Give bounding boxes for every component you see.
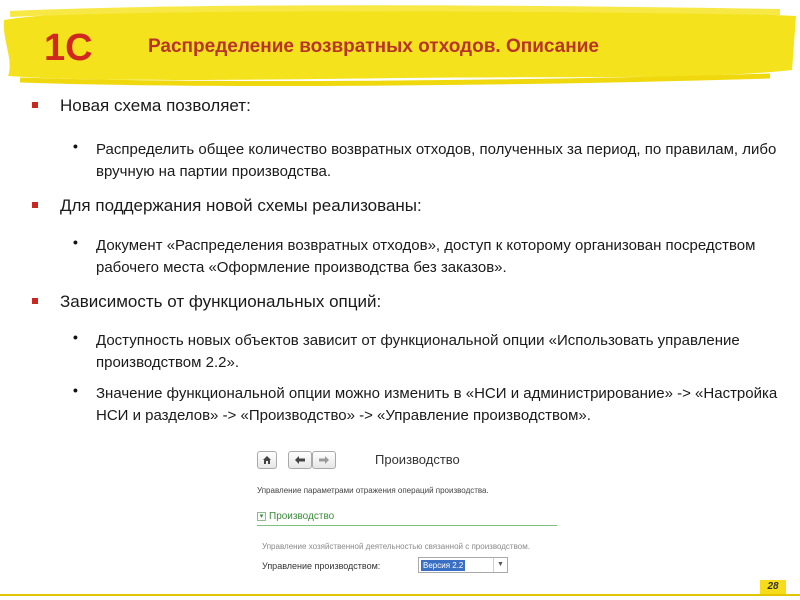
section-1-item-1: Распределить общее количество возвратных отходов, полученных за период, по правилам, либо вручную на партии производства.: [96, 141, 777, 180]
production-mode-label: Управление производством:: [262, 561, 381, 571]
sub-bullet-marker: •: [73, 329, 78, 345]
back-button[interactable]: [288, 451, 312, 469]
form-title: Производство: [375, 452, 460, 467]
collapse-toggle-icon[interactable]: ▾: [257, 512, 266, 521]
back-arrow-icon: [294, 455, 306, 465]
home-button[interactable]: [257, 451, 277, 469]
sub-bullet-marker: •: [73, 138, 78, 154]
group-label: Производство: [269, 511, 335, 522]
section-heading-1: Новая схема позволяет:: [60, 96, 251, 115]
embedded-settings-screenshot: [250, 446, 560, 586]
dropdown-arrow-icon[interactable]: ▼: [493, 558, 507, 572]
production-version-select[interactable]: [418, 557, 508, 573]
sub-bullet-marker: •: [73, 382, 78, 398]
bullet-square: [32, 202, 38, 208]
form-description: Управление параметрами отражения операций производства.: [257, 486, 489, 495]
section-heading-3: Зависимость от функциональных опций:: [60, 292, 382, 311]
section-3-item-1: Доступность новых объектов зависит от функциональной опции «Использовать управление производством 2.2».: [96, 332, 740, 371]
sub-bullet-marker: •: [73, 234, 78, 250]
group-hint: Управление хозяйственной деятельностью связанной с производством.: [262, 542, 530, 551]
section-3-item-2: Значение функциональной опции можно изменить в «НСИ и администрирование» -> «Настройка НСИ и разделов» -> «Производство» -> «Управление производством».: [96, 385, 778, 424]
page-number: 28: [760, 580, 786, 594]
logo-text: 1C: [44, 27, 93, 66]
home-icon: [262, 455, 272, 465]
slide-title: Распределение возвратных отходов. Описание: [148, 36, 599, 57]
select-value: Версия 2.2: [423, 561, 464, 570]
bullet-square: [32, 102, 38, 108]
slide-header: [0, 0, 800, 92]
bullet-square: [32, 298, 38, 304]
logo-1c: [42, 26, 122, 66]
section-2-item-1: Документ «Распределения возвратных отходов», доступ к которому организован посредством рабочего места «Оформление производства без заказов».: [96, 237, 756, 276]
group-divider: [257, 525, 557, 526]
group-header[interactable]: [257, 511, 334, 522]
forward-button[interactable]: [312, 451, 336, 469]
section-heading-2: Для поддержания новой схемы реализованы:: [60, 196, 422, 215]
footer-divider: [0, 594, 800, 596]
forward-arrow-icon: [318, 455, 330, 465]
